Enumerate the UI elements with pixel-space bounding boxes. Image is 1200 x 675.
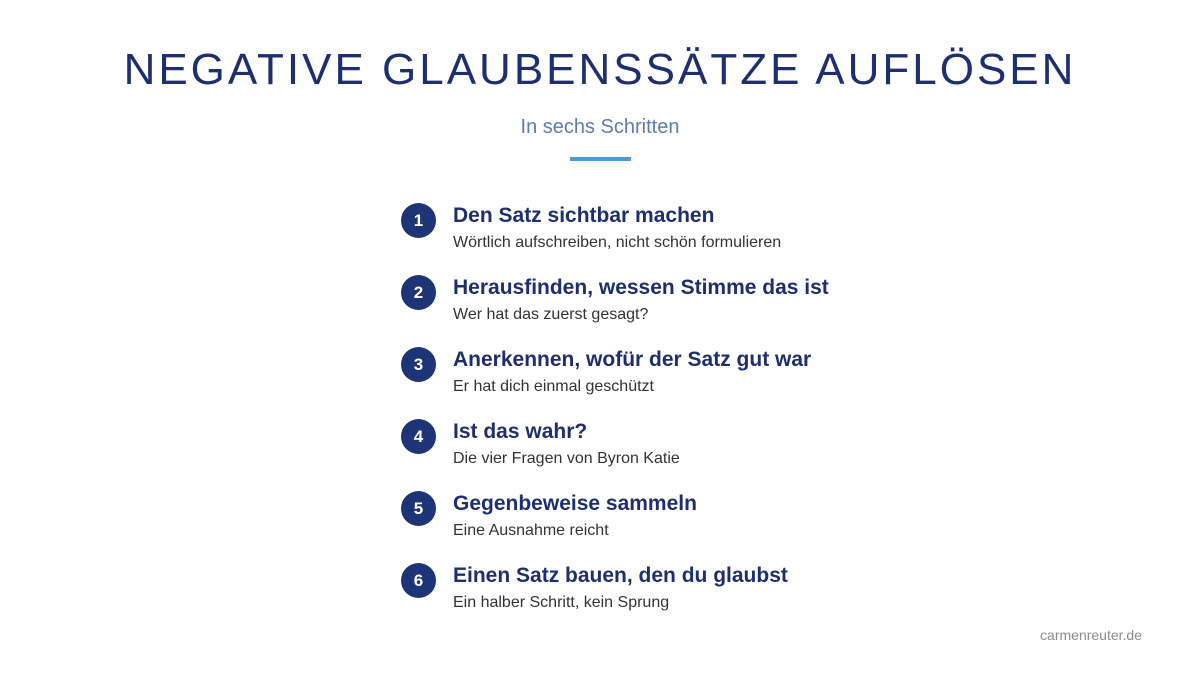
page-title: NEGATIVE GLAUBENSSÄTZE AUFLÖSEN — [123, 45, 1077, 94]
step-item — [401, 273, 921, 345]
step-number-badge: 2 — [401, 275, 436, 310]
step-item — [401, 201, 921, 273]
steps-list — [401, 201, 921, 633]
step-item — [401, 561, 921, 633]
step-title: Den Satz sichtbar machen — [453, 204, 715, 227]
step-item — [401, 417, 921, 489]
step-number-badge: 5 — [401, 491, 436, 526]
step-number-badge: 3 — [401, 347, 436, 382]
page-subtitle: In sechs Schritten — [520, 116, 680, 138]
step-item — [401, 489, 921, 561]
step-title: Ist das wahr? — [453, 420, 588, 443]
step-item — [401, 345, 921, 417]
step-title: Gegenbeweise sammeln — [453, 492, 697, 515]
step-description: Er hat dich einmal geschützt — [453, 378, 654, 395]
step-title: Einen Satz bauen, den du glaubst — [453, 564, 788, 587]
step-description: Ein halber Schritt, kein Sprung — [453, 594, 670, 611]
step-title: Herausfinden, wessen Stimme das ist — [453, 276, 829, 299]
step-description: Eine Ausnahme reicht — [453, 522, 609, 539]
step-description: Die vier Fragen von Byron Katie — [453, 450, 680, 467]
step-number-badge: 6 — [401, 563, 436, 598]
step-description: Wer hat das zuerst gesagt? — [453, 306, 649, 323]
footer-website: carmenreuter.de — [1040, 627, 1142, 643]
step-number-badge: 1 — [401, 203, 436, 238]
accent-divider — [570, 157, 631, 161]
step-title: Anerkennen, wofür der Satz gut war — [453, 348, 812, 371]
step-number-badge: 4 — [401, 419, 436, 454]
step-description: Wörtlich aufschreiben, nicht schön formulieren — [453, 234, 782, 251]
